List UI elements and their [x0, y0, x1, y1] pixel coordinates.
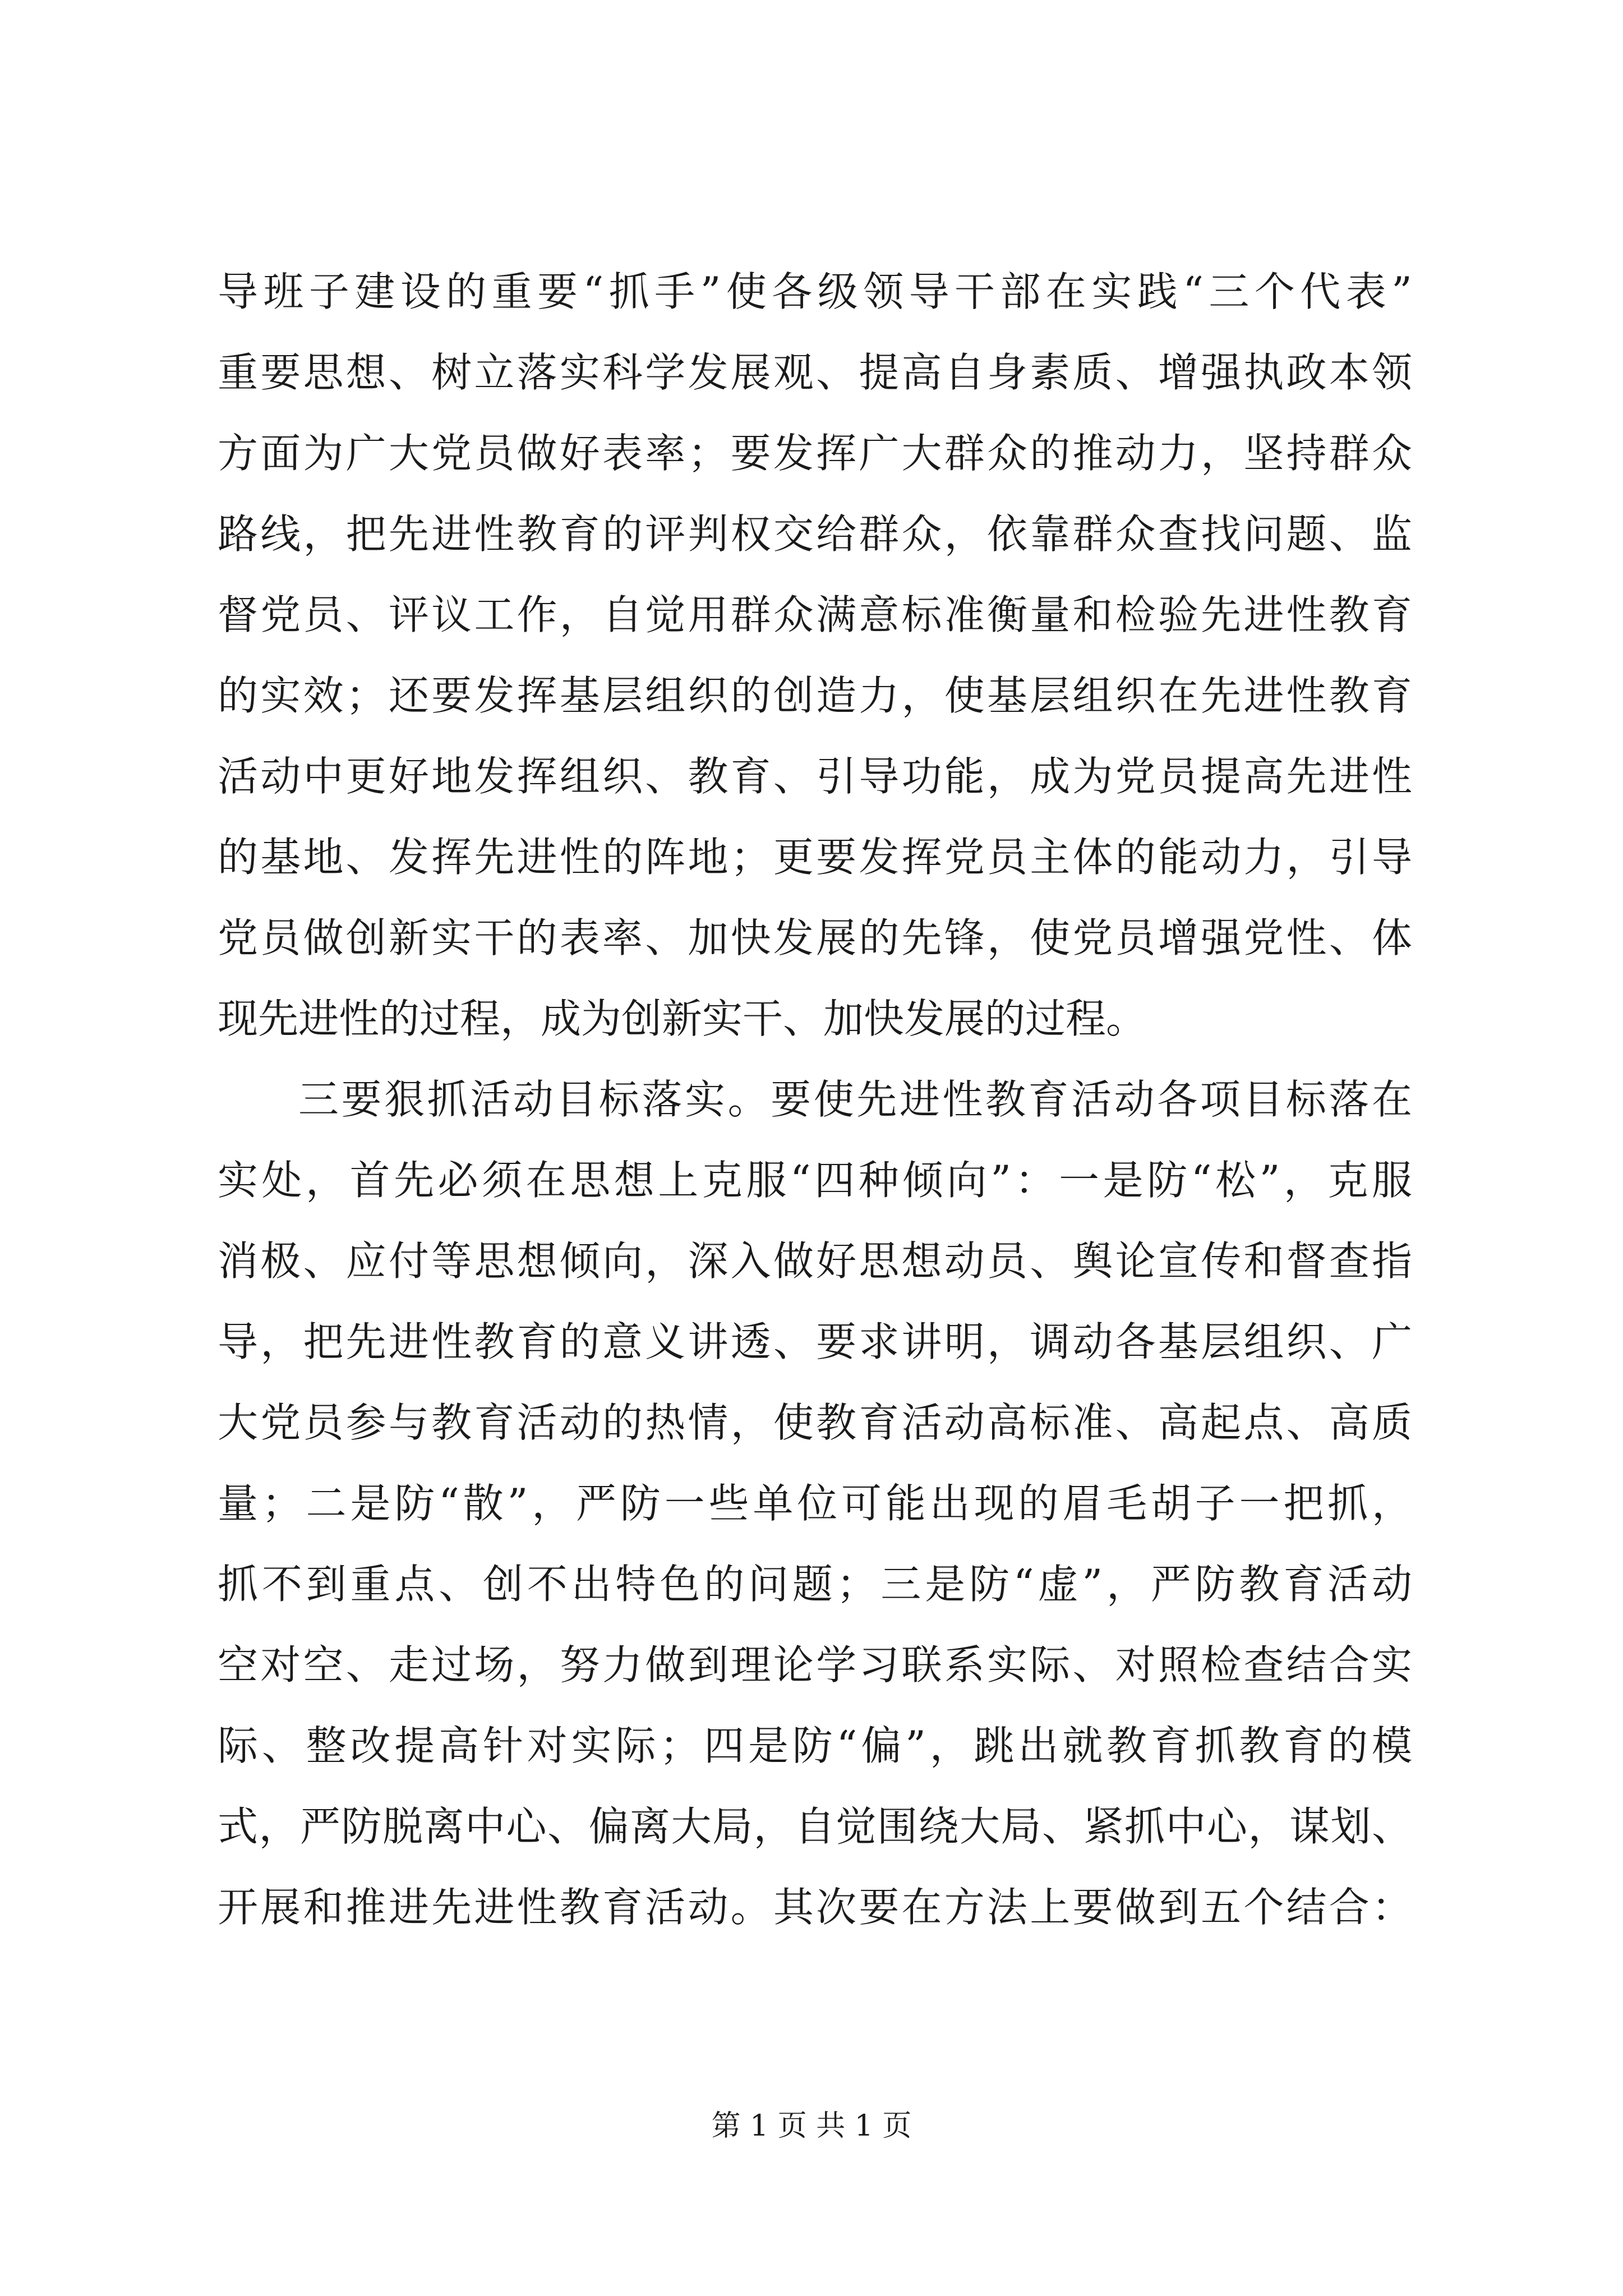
text-line-20: 式，严防脱离中心、偏离大局，自觉围绕大局、紧抓中心，谋划、 [218, 1803, 1412, 1850]
text-line-10: 现先进性的过程，成为创新实干、加快发展的过程。 [218, 995, 1147, 1042]
text-line-17: 抓不到重点、创不出特色的问题；三是防“虚”，严防教育活动 [218, 1561, 1412, 1608]
page-number-footer: 第 1 页 共 1 页 [711, 2109, 912, 2143]
text-line-21: 开展和推进先进性教育活动。其次要在方法上要做到五个结合： [218, 1884, 1412, 1931]
body-text [218, 251, 1412, 1948]
text-line-7: 活动中更好地发挥组织、教育、引导功能，成为党员提高先进性 [218, 753, 1412, 800]
text-line-13: 消极、应付等思想倾向，深入做好思想动员、舆论宣传和督查指 [218, 1237, 1412, 1285]
text-line-11: 三要狠抓活动目标落实。要使先进性教育活动各项目标落在 [298, 1076, 1412, 1123]
text-line-18: 空对空、走过场，努力做到理论学习联系实际、对照检查结合实 [218, 1641, 1412, 1688]
text-line-2: 重要思想、树立落实科学发展观、提高自身素质、增强执政本领 [218, 349, 1412, 396]
text-line-12: 实处，首先必须在思想上克服“四种倾向”：一是防“松”，克服 [218, 1157, 1412, 1204]
text-line-1: 导班子建设的重要“抓手”使各级领导干部在实践“三个代表” [218, 268, 1412, 315]
text-line-4: 路线，把先进性教育的评判权交给群众，依靠群众查找问题、监 [218, 510, 1412, 558]
text-line-19: 际、整改提高针对实际；四是防“偏”，跳出就教育抓教育的模 [218, 1722, 1412, 1769]
text-line-8: 的基地、发挥先进性的阵地；更要发挥党员主体的能动力，引导 [218, 834, 1412, 881]
text-line-5: 督党员、评议工作，自觉用群众满意标准衡量和检验先进性教育 [218, 591, 1412, 638]
text-line-14: 导，把先进性教育的意义讲透、要求讲明，调动各基层组织、广 [218, 1318, 1412, 1365]
text-line-6: 的实效；还要发挥基层组织的创造力，使基层组织在先进性教育 [218, 672, 1412, 719]
text-line-3: 方面为广大党员做好表率；要发挥广大群众的推动力，坚持群众 [218, 430, 1412, 477]
text-line-15: 大党员参与教育活动的热情，使教育活动高标准、高起点、高质 [218, 1399, 1412, 1446]
text-line-16: 量；二是防“散”，严防一些单位可能出现的眉毛胡子一把抓， [218, 1480, 1412, 1527]
text-line-9: 党员做创新实干的表率、加快发展的先锋，使党员增强党性、体 [218, 914, 1412, 961]
